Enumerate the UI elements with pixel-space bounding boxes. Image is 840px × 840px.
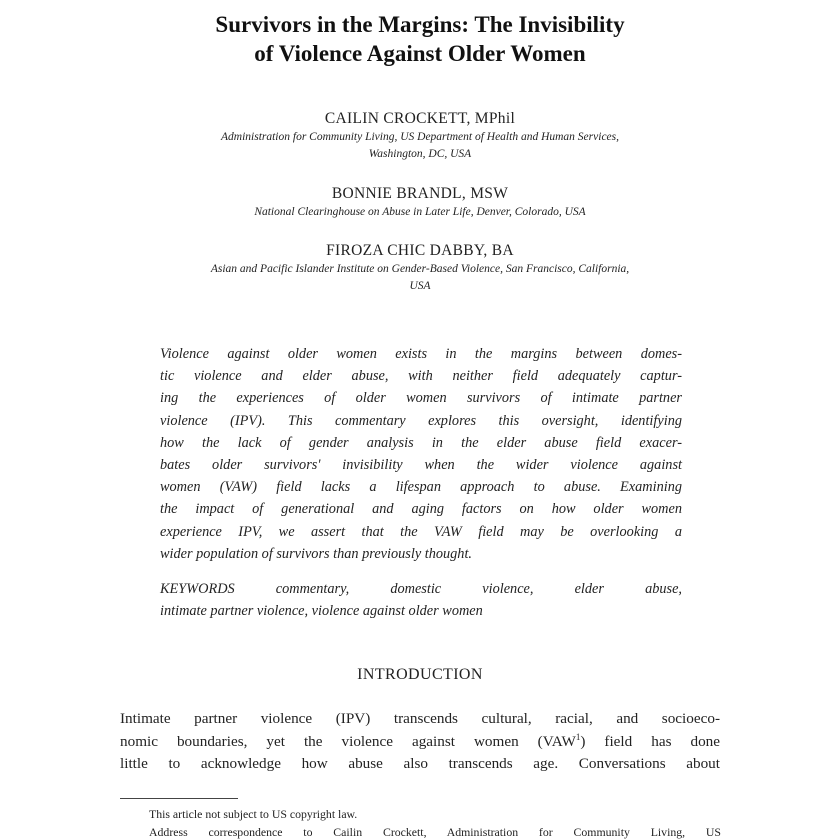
author-affiliation-line: National Clearinghouse on Abuse in Later Life, Denver, Colorado, USA — [254, 206, 586, 218]
footnote-line: This article not subject to US copyright law. — [149, 807, 358, 821]
footnotes — [149, 805, 721, 840]
keywords-line: intimate partner violence, violence against older women — [160, 603, 483, 620]
article-title — [0, 10, 840, 68]
author-affiliation-line: USA — [409, 280, 431, 292]
abstract-line: violence (IPV). This commentary explores this oversight, identifying — [160, 412, 682, 429]
intro-paragraph — [120, 708, 720, 776]
intro-line: little to acknowledge how abuse also transcends age. Conversations about — [120, 755, 720, 772]
abstract-line: bates older survivors' invisibility when the wider violence against — [160, 457, 682, 474]
keywords-line: KEYWORDS commentary, domestic violence, elder abuse, — [160, 581, 682, 597]
author-name: FIROZA CHIC DABBY, BA — [326, 242, 514, 259]
author-name: BONNIE BRANDL, MSW — [331, 185, 509, 202]
abstract-line: how the lack of gender analysis in the elder abuse field exacer- — [160, 434, 682, 451]
intro-line — [120, 731, 720, 754]
abstract-line: experience IPV, we assert that the VAW field may be overlooking a — [160, 523, 682, 540]
abstract-line: tic violence and elder abuse, with neither field adequately captur- — [160, 368, 682, 385]
abstract-line: ing the experiences of older women survivors of intimate partner — [160, 390, 682, 407]
abstract — [160, 343, 682, 565]
abstract-line: women (VAW) field lacks a lifespan approach to abuse. Examining — [160, 479, 682, 496]
section-heading: INTRODUCTION — [357, 666, 483, 683]
author-block-3 — [0, 241, 840, 295]
author-affiliation-line: Administration for Community Living, US Department of Health and Human Services, — [221, 131, 619, 143]
footnote-divider — [120, 798, 238, 799]
article-title-line-2: of Violence Against Older Women — [254, 41, 586, 66]
article-title-line-1: Survivors in the Margins: The Invisibility — [215, 12, 625, 37]
intro-line-text: nomic boundaries, yet the violence against women (VAW — [120, 732, 576, 750]
footnote-line: Address correspondence to Cailin Crockett, Administration for Community Living, US — [149, 825, 721, 839]
abstract-line: Violence against older women exists in the margins between domes- — [160, 346, 682, 362]
author-block-2 — [0, 184, 840, 221]
abstract-line: the impact of generational and aging factors on how older women — [160, 501, 682, 518]
author-block-1 — [0, 109, 840, 163]
keywords — [160, 578, 682, 622]
author-name: CAILIN CROCKETT, MPhil — [324, 110, 516, 127]
abstract-line: wider population of survivors than previously thought. — [160, 545, 473, 562]
author-affiliation-line: Washington, DC, USA — [368, 148, 472, 160]
footnote-marker: 1 — [575, 731, 581, 742]
intro-line-text: ) field has done — [580, 732, 720, 750]
intro-line: Intimate partner violence (IPV) transcends cultural, racial, and socioeco- — [120, 710, 720, 727]
author-affiliation-line: Asian and Pacific Islander Institute on Gender-Based Violence, San Francisco, California, — [210, 263, 630, 275]
